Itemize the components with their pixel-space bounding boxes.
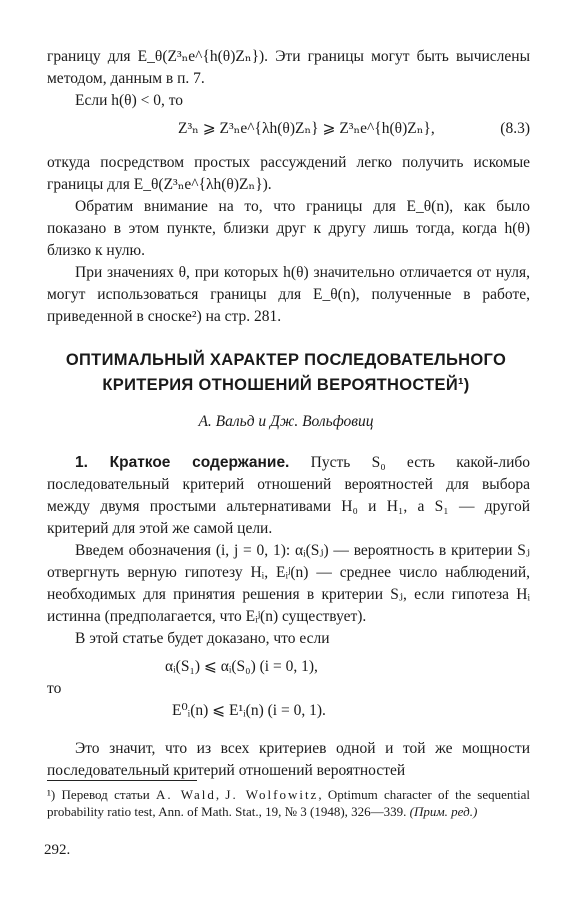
- paragraph-bounds-continuation: границу для E_θ(Z³ₙe^{h(θ)Zₙ}). Эти границы могут быть вычислены методом, данным в п. 7.: [47, 48, 530, 87]
- paragraph-notation: Введем обозначения (i, j = 0, 1): αᵢ(Sⱼ) — вероятность в критерии Sⱼ отвергнуть верную гипотезу Hᵢ, Eᵢʲ(n) — среднее число наблюдений, необходимых для принятия решения в критерии Sⱼ, если гипотеза Hᵢ истинна (предполагается, что Eᵢʲ(n) существует).: [47, 542, 530, 625]
- paragraph-if-h-negative: Если h(θ) < 0, то: [75, 92, 184, 109]
- footnote-author-1: A. Wald: [156, 787, 216, 802]
- section-title-line-1: ОПТИМАЛЬНЫЙ ХАРАКТЕР ПОСЛЕДОВАТЕЛЬНОГО: [65, 351, 507, 369]
- equation-alpha-inequality: αᵢ(S₁) ⩽ αᵢ(S₀) (i = 0, 1),: [165, 658, 318, 675]
- paragraph-theta-values: При значениях θ, при которых h(θ) значительно отличается от нуля, могут использоваться границы для E_θ(n), полученные в работе, приведенной в сноске²) на стр. 281.: [47, 264, 530, 325]
- footnote-author-2: J. Wolfowitz: [225, 787, 319, 802]
- section-title-line-2: КРИТЕРИЯ ОТНОШЕНИЙ ВЕРОЯТНОСТЕЙ¹): [102, 376, 470, 394]
- paragraph-then: то: [47, 680, 62, 697]
- section-authors: А. Вальд и Дж. Вольфовиц: [198, 413, 374, 430]
- summary-text: Пусть S₀ есть какой-либо последовательный критерий отношений вероятностей для выбора между двумя простыми альтернативами H₀ и H₁, а S₁ — другой критерий для этой же самой цели.: [47, 454, 531, 537]
- footnote-text-a: Перевод статьи: [61, 787, 156, 802]
- footnote-text-b: , Optimum character of the sequential probability ratio test, Ann. of Math. Stat., 19, № 3 (1948), 326—339.: [47, 787, 530, 819]
- paragraph-note-bounds-close: Обратим внимание на то, что границы для E_θ(n), как было показано в этом пункте, близки друг к другу лишь тогда, когда h(θ) близко к нулю.: [47, 198, 530, 259]
- summary-heading: 1. Краткое содержание.: [75, 454, 290, 471]
- paragraph-will-prove: В этой статье будет доказано, что если: [75, 630, 330, 647]
- paragraph-hence-bounds: откуда посредством простых рассуждений легко получить искомые границы для E_θ(Z³ₙe^{λh(θ)Zₙ}).: [47, 154, 530, 193]
- footnote-rule: [47, 780, 197, 781]
- footnote-separator: ,: [215, 787, 226, 802]
- paragraph-meaning: Это значит, что из всех критериев одной и той же мощности последовательный критерий отношений вероятностей: [47, 740, 530, 779]
- paragraph-summary: [47, 452, 530, 540]
- footnote-editor-note: (Прим. ред.): [409, 804, 478, 819]
- equation-expected-n-inequality: E⁰ᵢ(n) ⩽ E¹ᵢ(n) (i = 0, 1).: [172, 702, 326, 719]
- equation-8-3: Z³ₙ ⩾ Z³ₙe^{λh(θ)Zₙ} ⩾ Z³ₙe^{h(θ)Zₙ},: [178, 120, 435, 137]
- footnote: [47, 786, 530, 820]
- page-number: 292.: [44, 842, 71, 858]
- equation-number-8-3: (8.3): [500, 120, 530, 137]
- footnote-marker: ¹): [47, 787, 56, 802]
